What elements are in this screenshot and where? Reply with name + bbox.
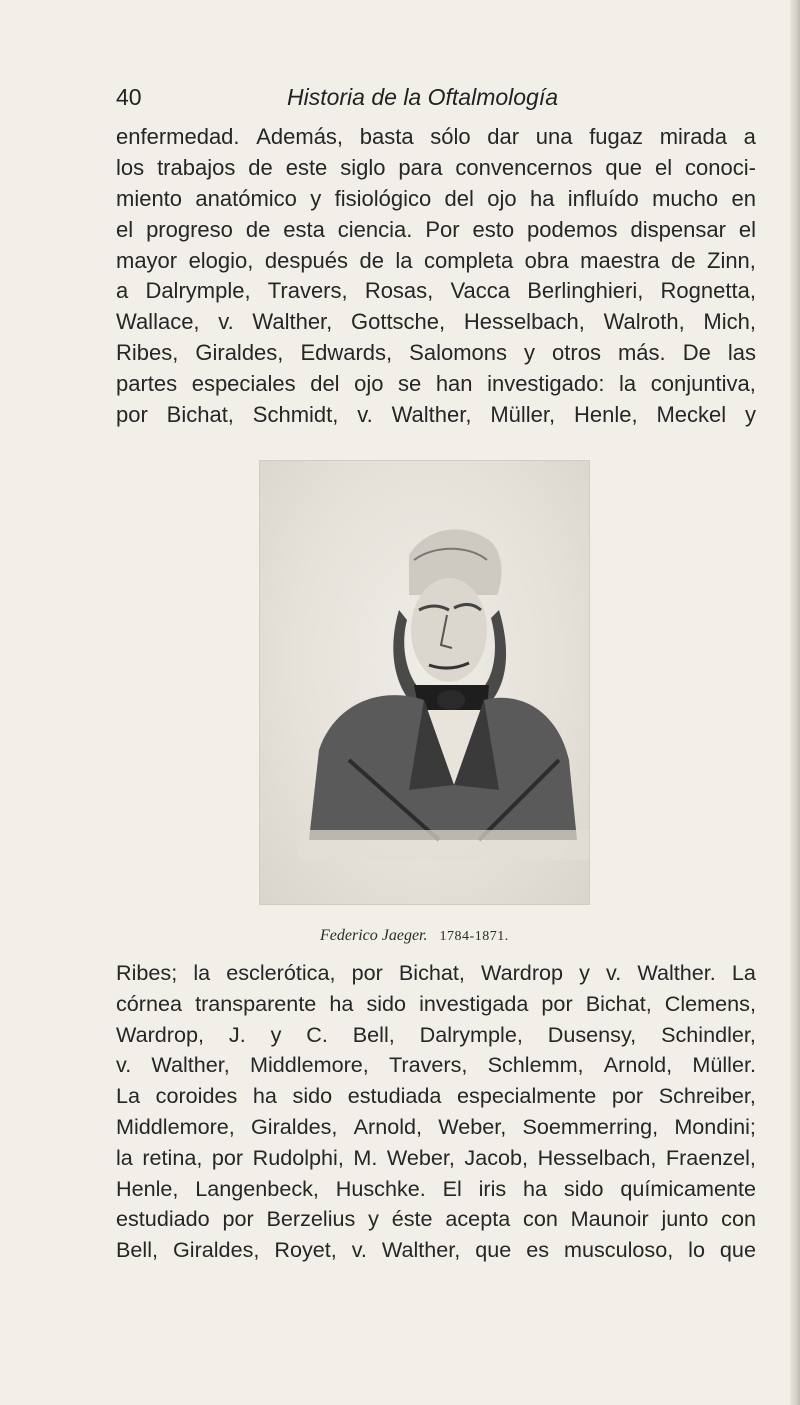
word: han xyxy=(435,371,473,397)
text-line xyxy=(116,1174,756,1205)
text-line xyxy=(116,153,756,184)
word: podemos xyxy=(527,216,618,242)
word: coroides xyxy=(155,1083,238,1109)
word: Ribes, xyxy=(116,340,179,366)
word: Walther. xyxy=(637,960,716,985)
word: una xyxy=(535,124,573,149)
word: de xyxy=(248,154,273,180)
word: para xyxy=(398,154,443,180)
word: Dalrymple, xyxy=(419,1021,523,1047)
word: la xyxy=(116,1144,133,1170)
word: Jacob, xyxy=(464,1144,529,1170)
word: Ribes; xyxy=(116,960,178,985)
word: córnea xyxy=(116,990,183,1016)
word: v. xyxy=(606,960,622,985)
word: C. xyxy=(306,1021,328,1047)
page-number: 40 xyxy=(116,84,142,110)
word: y xyxy=(744,402,756,428)
word: Hesselbach, xyxy=(537,1144,657,1170)
word: Walther, xyxy=(252,309,333,335)
word: de xyxy=(671,247,696,273)
word: Travers, xyxy=(267,278,348,304)
word: dispensar xyxy=(630,216,726,242)
word: ha xyxy=(252,1083,277,1109)
word: estudiada xyxy=(347,1083,442,1109)
word: maestra xyxy=(580,247,660,273)
word: estudiado xyxy=(116,1206,210,1232)
word: por xyxy=(611,1083,644,1109)
paragraph-bottom xyxy=(116,958,756,1266)
text-line xyxy=(116,1204,756,1235)
word: acepta xyxy=(445,1206,511,1232)
word: sido xyxy=(366,990,407,1016)
word: anatómico xyxy=(195,185,297,211)
word: del xyxy=(444,185,474,211)
word: iris xyxy=(478,1175,507,1201)
word: ha xyxy=(329,990,354,1016)
word: El xyxy=(442,1175,462,1201)
word: Dalrymple, xyxy=(145,278,251,304)
word: ha xyxy=(529,185,555,211)
text-line xyxy=(116,369,756,400)
word: especiales xyxy=(191,371,296,397)
word: Rognetta, xyxy=(660,278,756,304)
portrait-image xyxy=(259,460,590,905)
text-line xyxy=(116,1235,756,1266)
word: los xyxy=(116,154,145,180)
word: por xyxy=(351,960,383,985)
word: investigado: xyxy=(487,371,605,397)
word: de xyxy=(359,247,384,273)
word: las xyxy=(727,340,756,366)
text-line xyxy=(116,276,756,307)
caption-name: Federico Jaeger. xyxy=(320,927,428,944)
word: éste xyxy=(391,1206,433,1232)
word: Wardrop xyxy=(481,960,564,985)
word: con xyxy=(523,1206,558,1232)
word: Walroth, xyxy=(603,309,685,335)
text-line xyxy=(116,958,756,989)
word: este xyxy=(285,154,328,180)
word: Henle, xyxy=(573,402,638,428)
word: por xyxy=(211,1144,244,1170)
word: que xyxy=(475,1237,512,1263)
word: Berzelius xyxy=(266,1206,356,1232)
word: Dusensy, xyxy=(547,1021,637,1047)
word: Walther, xyxy=(381,1237,461,1263)
word: Royet, xyxy=(274,1237,337,1263)
word: influído xyxy=(567,185,639,211)
text-line xyxy=(116,1143,756,1174)
word: Meckel xyxy=(656,402,727,428)
word: dar xyxy=(487,124,520,149)
word: la xyxy=(193,960,211,985)
word: De xyxy=(682,340,711,366)
word: y xyxy=(579,960,590,985)
word: Giraldes, xyxy=(195,340,284,366)
word: después xyxy=(264,247,349,273)
word: Mich, xyxy=(703,309,756,335)
word: otros xyxy=(552,340,601,366)
figure-caption xyxy=(320,926,580,947)
word: obra xyxy=(524,247,569,273)
word: que xyxy=(605,154,643,180)
text-line xyxy=(116,215,756,246)
word: fisiológico xyxy=(334,185,432,211)
word: v. xyxy=(351,1237,367,1263)
word: miento xyxy=(116,185,183,211)
word: Salomons xyxy=(409,340,508,366)
word: por xyxy=(116,402,148,428)
word: a xyxy=(116,278,129,304)
word: esta xyxy=(283,216,325,242)
word: y xyxy=(524,340,536,366)
word: el xyxy=(654,154,673,180)
word: Clemens, xyxy=(664,990,756,1016)
word: Fraenzel, xyxy=(665,1144,756,1170)
word: químicamente xyxy=(620,1175,756,1201)
word: Bell, xyxy=(116,1237,159,1263)
word: Bichat, xyxy=(166,402,234,428)
word: investigada xyxy=(419,990,529,1016)
word: mayor xyxy=(116,247,178,273)
word: Arnold, xyxy=(603,1052,673,1078)
word: Müller. xyxy=(692,1052,756,1078)
word: siglo xyxy=(340,154,386,180)
word: Rudolphi, xyxy=(252,1144,344,1170)
word: Müller, xyxy=(490,402,556,428)
word: partes xyxy=(116,371,178,397)
word: de xyxy=(245,216,271,242)
word: Por xyxy=(425,216,460,242)
word: Zinn, xyxy=(707,247,756,273)
word: la xyxy=(619,371,637,397)
word: el xyxy=(738,216,756,242)
text-line xyxy=(116,1050,756,1081)
word: Giraldes, xyxy=(172,1237,260,1263)
word: ojo xyxy=(487,185,517,211)
word: y xyxy=(368,1206,379,1232)
word: ojo xyxy=(354,371,384,397)
word: la xyxy=(395,247,413,273)
text-line xyxy=(116,338,756,369)
word: conjuntiva, xyxy=(650,371,756,397)
word: v. xyxy=(116,1052,132,1078)
word: Walther, xyxy=(151,1052,230,1078)
word: se xyxy=(398,371,422,397)
word: Weber, xyxy=(438,1113,507,1139)
word: Wallace, xyxy=(116,309,200,335)
word: La xyxy=(116,1083,141,1109)
word: Edwards, xyxy=(300,340,393,366)
word: Arnold, xyxy=(353,1113,423,1139)
caption-dates: 1784-1871. xyxy=(439,929,509,944)
word: convencernos xyxy=(455,154,593,180)
portrait-engraving xyxy=(259,460,590,905)
word: sólo xyxy=(430,124,471,149)
word: sido xyxy=(563,1175,604,1201)
word: Langenbeck, xyxy=(195,1175,319,1201)
word: v. xyxy=(357,402,373,428)
text-line xyxy=(116,989,756,1020)
word: y xyxy=(310,185,322,211)
word: Maunoir xyxy=(570,1206,649,1232)
word: Berlinghieri, xyxy=(527,278,644,304)
word: enfermedad. xyxy=(116,124,240,149)
word: lo xyxy=(688,1237,705,1263)
word: retina, xyxy=(142,1144,203,1170)
running-title: Historia de la Oftalmología xyxy=(287,84,559,110)
word: J. xyxy=(228,1021,246,1047)
word: del xyxy=(310,371,340,397)
word: v. xyxy=(218,309,234,335)
word: Middlemore, xyxy=(249,1052,369,1078)
word: Vacca xyxy=(450,278,510,304)
word: Schlemm, xyxy=(487,1052,584,1078)
word: por xyxy=(222,1206,254,1232)
word: completa xyxy=(423,247,514,273)
text-line xyxy=(116,400,756,431)
word: junto xyxy=(661,1206,709,1232)
word: que xyxy=(719,1237,756,1263)
word: por xyxy=(541,990,573,1016)
text-line xyxy=(116,307,756,338)
word: es xyxy=(526,1237,550,1263)
paragraph-top xyxy=(116,122,756,431)
word: La xyxy=(731,960,756,985)
word: mirada xyxy=(659,124,727,149)
word: a xyxy=(743,124,756,149)
word: transparente xyxy=(195,990,317,1016)
word: Schindler, xyxy=(661,1021,756,1047)
word: progreso xyxy=(146,216,233,242)
word: Middlemore, xyxy=(116,1113,235,1139)
word: el xyxy=(116,216,134,242)
word: Walther, xyxy=(391,402,472,428)
word: fugaz xyxy=(589,124,644,149)
word: especialmente xyxy=(457,1083,597,1109)
word: Schmidt, xyxy=(252,402,339,428)
word: Hesselbach, xyxy=(463,309,585,335)
word: Mondini; xyxy=(674,1113,756,1139)
text-line xyxy=(116,184,756,215)
text-line xyxy=(116,122,756,153)
word: musculoso, xyxy=(563,1237,674,1263)
word: en xyxy=(731,185,756,211)
word: Wardrop, xyxy=(116,1021,204,1047)
word: más. xyxy=(617,340,666,366)
text-line xyxy=(116,1081,756,1112)
word: Bichat, xyxy=(585,990,652,1016)
word: Huschke. xyxy=(335,1175,426,1201)
text-line xyxy=(116,1020,756,1051)
word: trabajos xyxy=(157,154,236,180)
word: conoci- xyxy=(685,154,756,180)
word: Gottsche, xyxy=(350,309,446,335)
word: M. xyxy=(353,1144,378,1170)
word: Weber, xyxy=(386,1144,455,1170)
word: Bell, xyxy=(352,1021,395,1047)
word: Además, xyxy=(256,124,344,149)
word: Giraldes, xyxy=(251,1113,338,1139)
word: ha xyxy=(523,1175,548,1201)
word: basta xyxy=(359,124,414,149)
word: y xyxy=(270,1021,282,1047)
word: mucho xyxy=(652,185,719,211)
word: Henle, xyxy=(116,1175,179,1201)
word: con xyxy=(721,1206,756,1232)
word: Rosas, xyxy=(364,278,434,304)
text-line xyxy=(116,246,756,277)
word: esclerótica, xyxy=(226,960,336,985)
word: Schreiber, xyxy=(658,1083,756,1109)
word: sido xyxy=(292,1083,333,1109)
word: Bichat, xyxy=(398,960,465,985)
page-header xyxy=(116,82,756,116)
word: esto xyxy=(472,216,515,242)
word: Travers, xyxy=(388,1052,468,1078)
word: Soemmerring, xyxy=(522,1113,659,1139)
word: elogio, xyxy=(188,247,254,273)
page-edge-shadow xyxy=(790,0,800,1405)
text-line xyxy=(116,1112,756,1143)
word: ciencia. xyxy=(337,216,413,242)
